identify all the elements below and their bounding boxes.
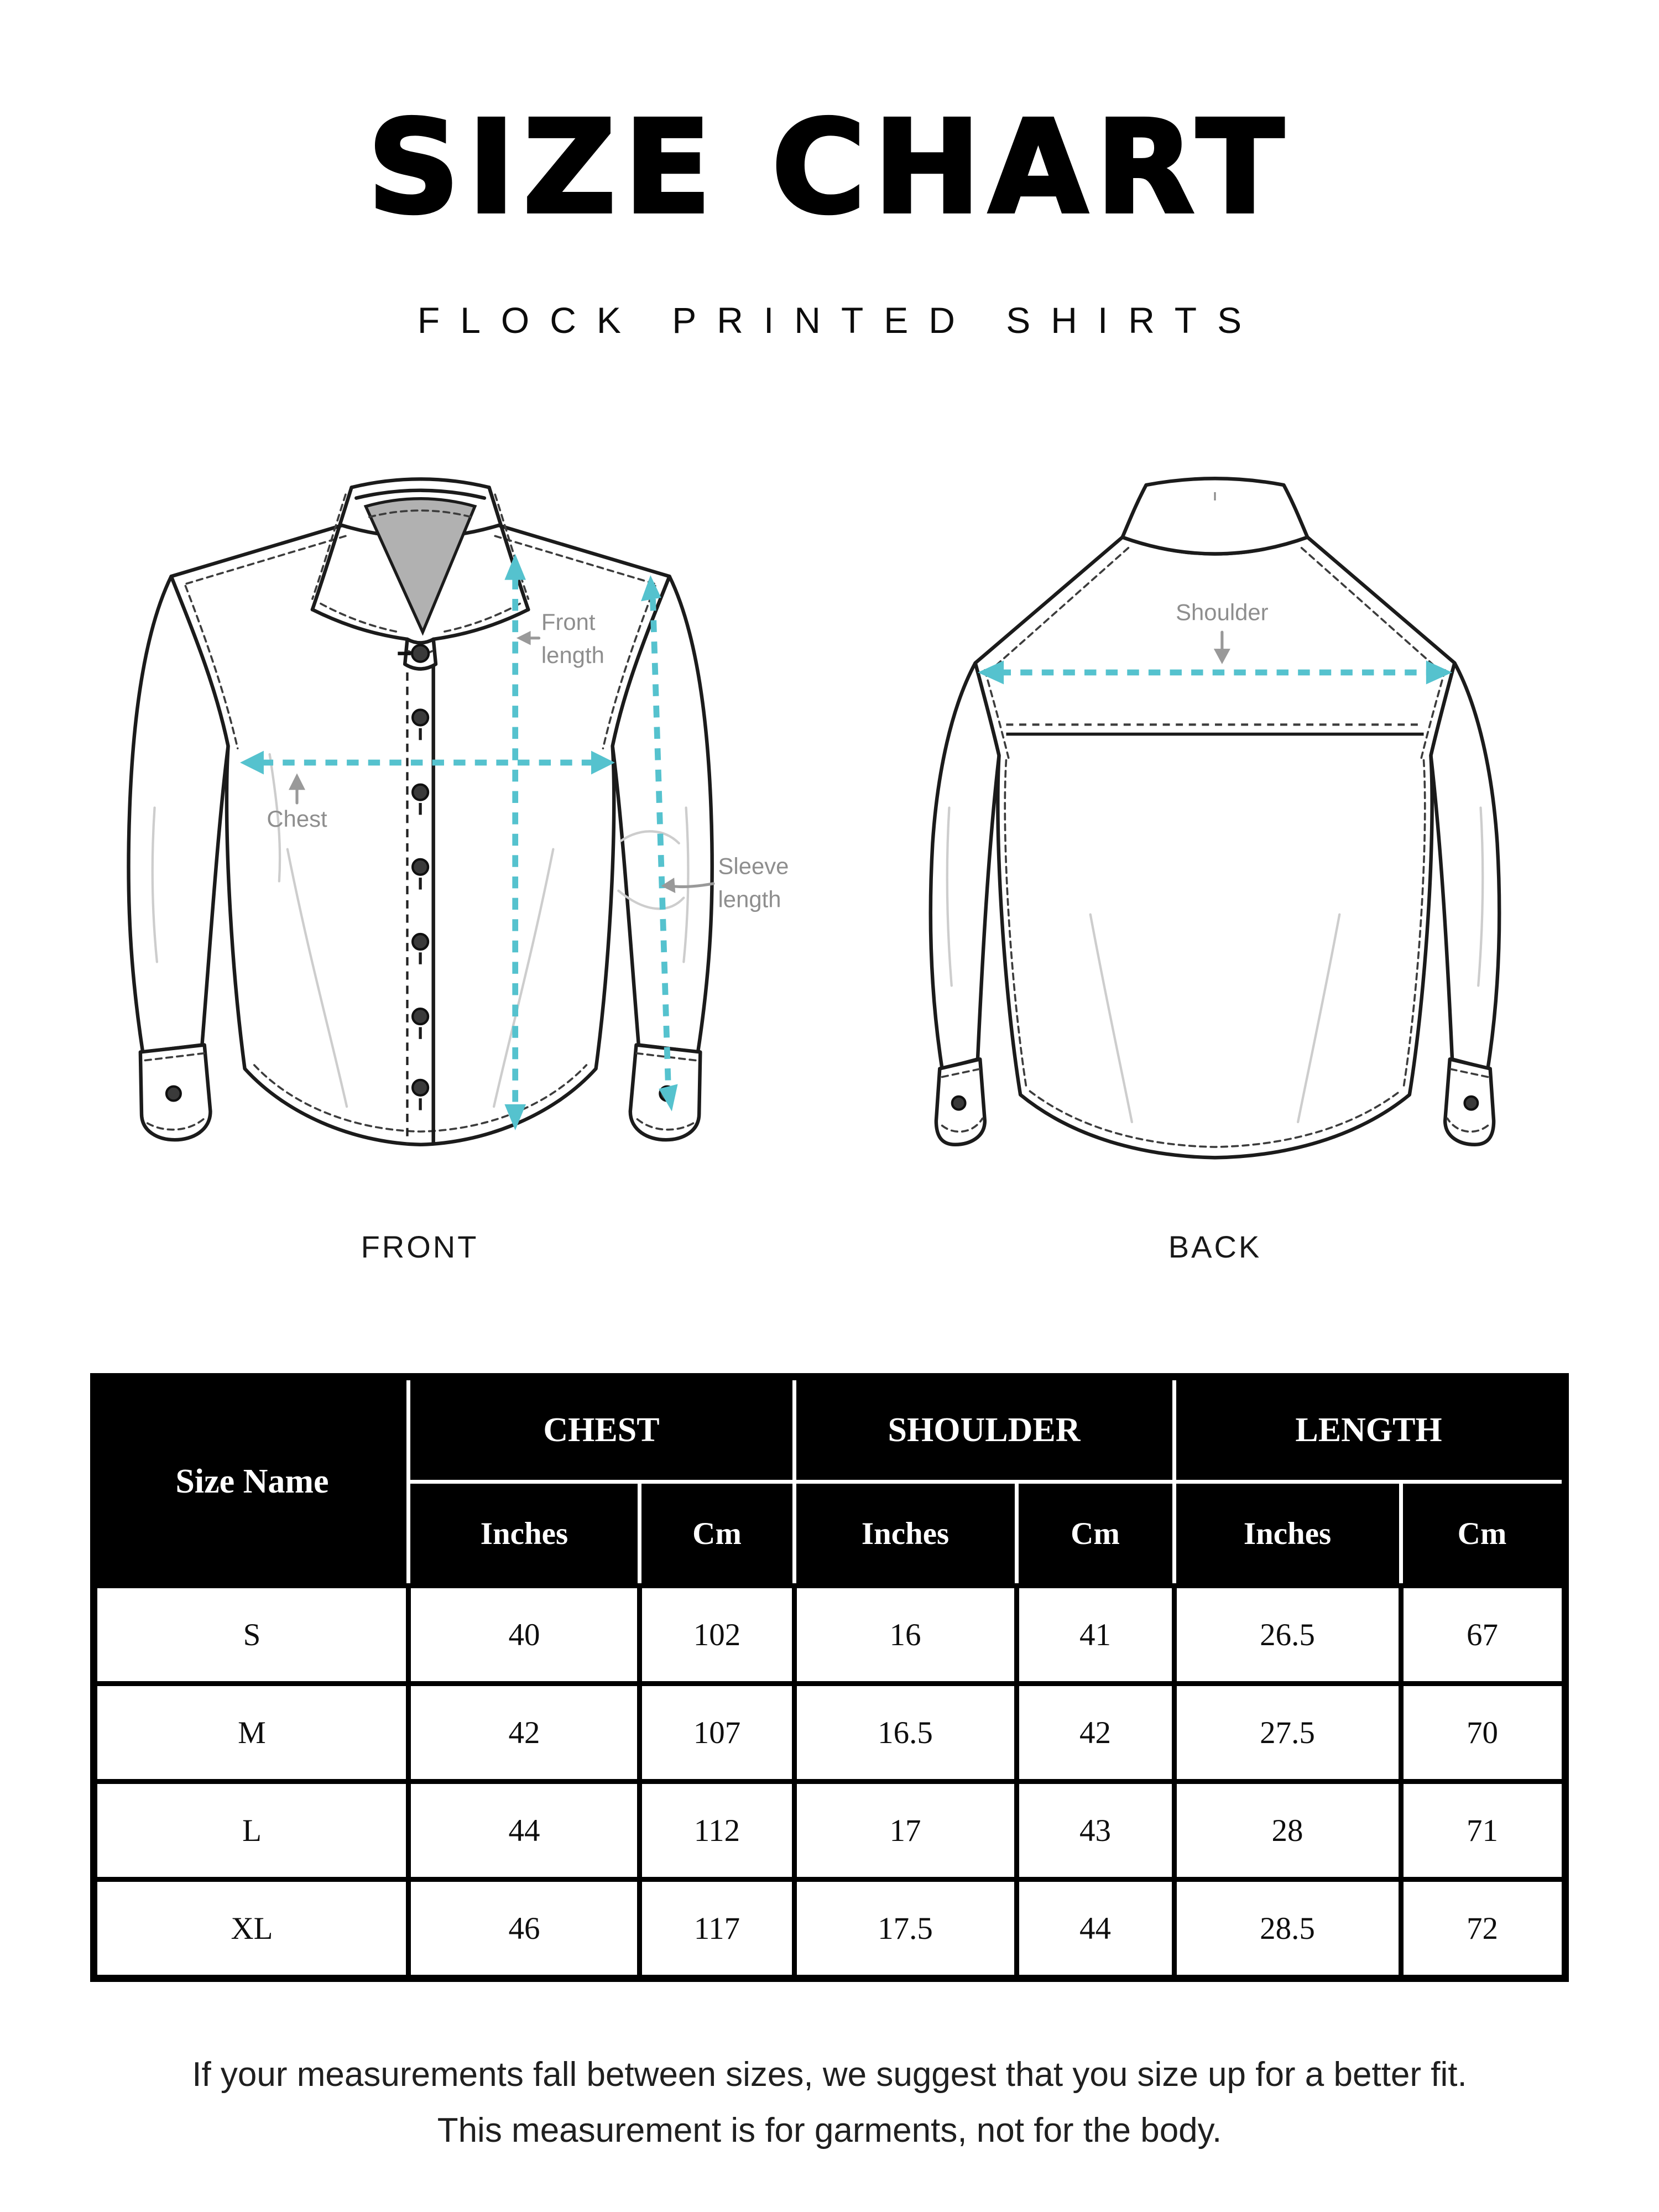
- value-cell: 43: [1016, 1782, 1174, 1880]
- shoulder-text: Shoulder: [1176, 599, 1269, 625]
- value-cell: 71: [1401, 1782, 1565, 1880]
- table-row-m: [94, 1684, 1565, 1782]
- size-cell: M: [94, 1684, 409, 1782]
- value-cell: 44: [409, 1782, 640, 1880]
- table-row-xl: [94, 1880, 1565, 1979]
- value-cell: 70: [1401, 1684, 1565, 1782]
- length-cm-header: Cm: [1401, 1482, 1565, 1586]
- value-cell: 72: [1401, 1880, 1565, 1979]
- length-group-header: LENGTH: [1174, 1377, 1565, 1482]
- sleeve-length-text-line2: length: [718, 886, 781, 912]
- size-cell: S: [94, 1586, 409, 1684]
- shoulder-inches-header: Inches: [794, 1482, 1016, 1586]
- length-inches-header: Inches: [1174, 1482, 1401, 1586]
- back-caption: BACK: [1168, 1229, 1262, 1265]
- value-cell: 102: [640, 1586, 794, 1684]
- value-cell: 17.5: [794, 1880, 1016, 1979]
- front-caption: FRONT: [361, 1229, 479, 1265]
- value-cell: 26.5: [1174, 1586, 1401, 1684]
- size-name-header: Size Name: [94, 1377, 409, 1586]
- chest-text: Chest: [267, 805, 327, 832]
- shirt-diagrams: [0, 452, 1659, 1265]
- front-length-text-line1: Front: [541, 608, 596, 635]
- chest-group-header: CHEST: [409, 1377, 794, 1482]
- front-length-text-line2: length: [541, 641, 604, 668]
- shoulder-group-header: SHOULDER: [794, 1377, 1174, 1482]
- value-cell: 107: [640, 1684, 794, 1782]
- value-cell: 40: [409, 1586, 640, 1684]
- size-cell: XL: [94, 1880, 409, 1979]
- value-cell: 16: [794, 1586, 1016, 1684]
- value-cell: 67: [1401, 1586, 1565, 1684]
- collar-button: [412, 645, 429, 661]
- front-shirt-figure: [76, 452, 812, 1265]
- front-shirt-outline: [128, 479, 712, 1144]
- table-row-s: [94, 1586, 1565, 1684]
- chest-cm-header: Cm: [640, 1482, 794, 1586]
- fit-note-line2: This measurement is for garments, not for the body.: [437, 2111, 1222, 2150]
- value-cell: 42: [409, 1684, 640, 1782]
- value-cell: 28.5: [1174, 1880, 1401, 1979]
- back-shirt-drawing: [847, 452, 1583, 1217]
- page-subtitle: FLOCK PRINTED SHIRTS: [417, 299, 1262, 341]
- value-cell: 42: [1016, 1684, 1174, 1782]
- size-table: [90, 1373, 1568, 1982]
- sleeve-length-text-line1: Sleeve: [718, 853, 789, 879]
- table-row-l: [94, 1782, 1565, 1880]
- value-cell: 27.5: [1174, 1684, 1401, 1782]
- value-cell: 117: [640, 1880, 794, 1979]
- value-cell: 46: [409, 1880, 640, 1979]
- size-table-header: [94, 1377, 1565, 1586]
- value-cell: 112: [640, 1782, 794, 1880]
- fit-note-line1: If your measurements fall between sizes, we suggest that you size up for a better fit.: [192, 2056, 1467, 2094]
- chest-inches-header: Inches: [409, 1482, 640, 1586]
- size-cell: L: [94, 1782, 409, 1880]
- value-cell: 17: [794, 1782, 1016, 1880]
- back-shirt-figure: [847, 452, 1583, 1265]
- back-shirt-outline: [931, 478, 1500, 1157]
- shoulder-cm-header: Cm: [1016, 1482, 1174, 1586]
- front-shirt-drawing: [76, 452, 812, 1217]
- fit-note: [0, 2047, 1659, 2158]
- page-title: SIZE CHART: [367, 93, 1292, 242]
- value-cell: 41: [1016, 1586, 1174, 1684]
- value-cell: 44: [1016, 1880, 1174, 1979]
- value-cell: 28: [1174, 1782, 1401, 1880]
- value-cell: 16.5: [794, 1684, 1016, 1782]
